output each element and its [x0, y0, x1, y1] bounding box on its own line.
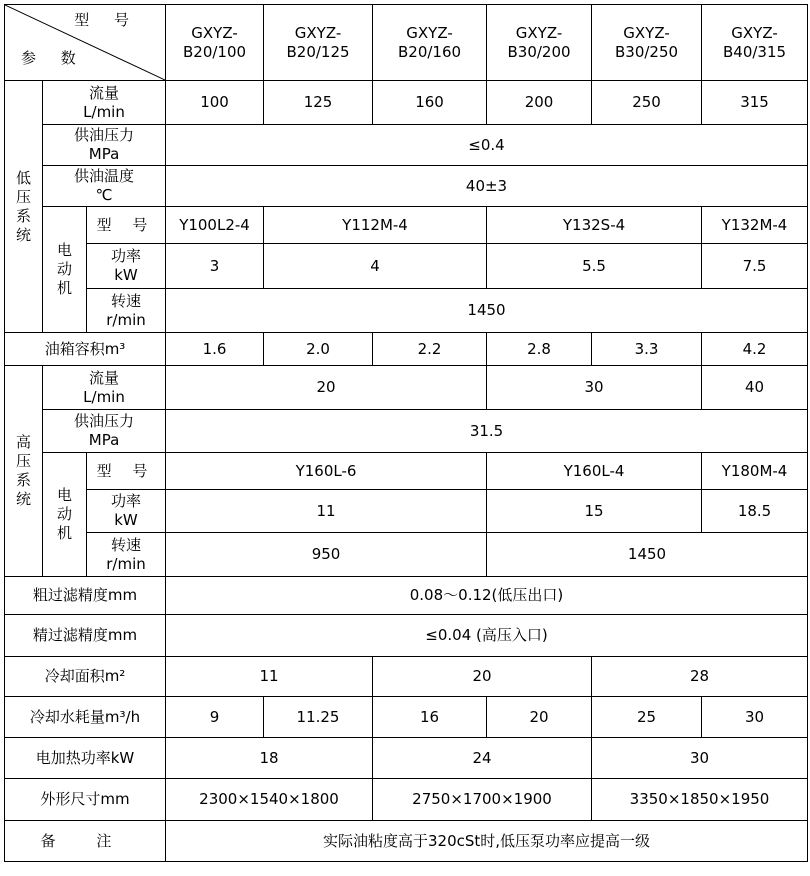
tank-value: 2.8 — [487, 333, 592, 366]
water-value: 30 — [702, 697, 808, 738]
low-temp-row — [5, 166, 808, 207]
corner-param-label: 参 数 — [21, 49, 86, 67]
corner-cell — [5, 5, 166, 81]
tank-row — [5, 333, 808, 366]
low-motor-label: 电 动 机 — [43, 207, 87, 333]
low-flow-value: 250 — [592, 81, 702, 125]
high-pressure-value: 31.5 — [166, 410, 808, 453]
high-pressure-row — [5, 410, 808, 453]
high-motor-model: Y160L-4 — [487, 453, 702, 490]
fine-filter-value: ≤0.04 (高压入口) — [166, 615, 808, 657]
high-speed-label: 转速 r/min — [87, 533, 166, 577]
high-motor-model-label: 型 号 — [87, 453, 166, 490]
tank-value: 2.0 — [264, 333, 373, 366]
high-system-label: 高 压 系 统 — [5, 366, 43, 577]
low-power-label: 功率 kW — [87, 244, 166, 289]
low-power-row — [5, 244, 808, 289]
high-motor-model: Y180M-4 — [702, 453, 808, 490]
low-motor-model: Y100L2-4 — [166, 207, 264, 244]
model-header: GXYZ- B30/200 — [487, 5, 592, 81]
water-value: 25 — [592, 697, 702, 738]
dims-value: 2300×1540×1800 — [166, 779, 373, 821]
model-header: GXYZ- B20/100 — [166, 5, 264, 81]
high-speed-row — [5, 533, 808, 577]
low-temp-value: 40±3 — [166, 166, 808, 207]
high-power-label: 功率 kW — [87, 490, 166, 533]
low-motor-model: Y132M-4 — [702, 207, 808, 244]
tank-value: 2.2 — [373, 333, 487, 366]
header-row — [5, 5, 808, 81]
low-flow-value: 125 — [264, 81, 373, 125]
model-header: GXYZ- B20/160 — [373, 5, 487, 81]
low-flow-value: 315 — [702, 81, 808, 125]
high-flow-label: 流量 L/min — [43, 366, 166, 410]
low-power-value: 4 — [264, 244, 487, 289]
low-speed-row — [5, 289, 808, 333]
water-value: 11.25 — [264, 697, 373, 738]
heater-row — [5, 738, 808, 779]
low-flow-value: 200 — [487, 81, 592, 125]
corner-model-label: 型 号 — [74, 11, 140, 29]
dims-value: 3350×1850×1950 — [592, 779, 808, 821]
coarse-filter-label: 粗过滤精度mm — [5, 577, 166, 615]
low-flow-row — [5, 81, 808, 125]
fine-filter-label: 精过滤精度mm — [5, 615, 166, 657]
low-motor-model-label: 型 号 — [87, 207, 166, 244]
high-power-value: 15 — [487, 490, 702, 533]
high-pressure-label: 供油压力 MPa — [43, 410, 166, 453]
low-power-value: 7.5 — [702, 244, 808, 289]
cool-area-row — [5, 657, 808, 697]
remark-value: 实际油粘度高于320cSt时,低压泵功率应提高一级 — [166, 821, 808, 862]
heater-value: 30 — [592, 738, 808, 779]
low-system-label: 低 压 系 统 — [5, 81, 43, 333]
low-flow-label: 流量 L/min — [43, 81, 166, 125]
cool-area-label: 冷却面积m² — [5, 657, 166, 697]
water-value: 20 — [487, 697, 592, 738]
high-flow-value: 20 — [166, 366, 487, 410]
low-pressure-label: 供油压力 MPa — [43, 125, 166, 166]
high-power-value: 11 — [166, 490, 487, 533]
high-motor-model-row — [5, 453, 808, 490]
high-motor-label: 电 动 机 — [43, 453, 87, 577]
low-flow-value: 100 — [166, 81, 264, 125]
low-speed-value: 1450 — [166, 289, 808, 333]
water-row — [5, 697, 808, 738]
tank-label: 油箱容积m³ — [5, 333, 166, 366]
high-power-row — [5, 490, 808, 533]
heater-value: 18 — [166, 738, 373, 779]
low-power-value: 3 — [166, 244, 264, 289]
cool-area-value: 28 — [592, 657, 808, 697]
water-value: 9 — [166, 697, 264, 738]
high-speed-value: 950 — [166, 533, 487, 577]
remark-row — [5, 821, 808, 862]
water-value: 16 — [373, 697, 487, 738]
heater-value: 24 — [373, 738, 592, 779]
model-header: GXYZ- B20/125 — [264, 5, 373, 81]
low-motor-model-row — [5, 207, 808, 244]
low-pressure-value: ≤0.4 — [166, 125, 808, 166]
low-power-value: 5.5 — [487, 244, 702, 289]
low-pressure-row — [5, 125, 808, 166]
fine-filter-row — [5, 615, 808, 657]
low-flow-value: 160 — [373, 81, 487, 125]
cool-area-value: 11 — [166, 657, 373, 697]
tank-value: 3.3 — [592, 333, 702, 366]
cool-area-value: 20 — [373, 657, 592, 697]
model-header: GXYZ- B30/250 — [592, 5, 702, 81]
tank-value: 4.2 — [702, 333, 808, 366]
dims-value: 2750×1700×1900 — [373, 779, 592, 821]
high-flow-value: 30 — [487, 366, 702, 410]
high-speed-value: 1450 — [487, 533, 808, 577]
coarse-filter-value: 0.08～0.12(低压出口) — [166, 577, 808, 615]
dims-label: 外形尺寸mm — [5, 779, 166, 821]
high-power-value: 18.5 — [702, 490, 808, 533]
remark-label: 备 注 — [5, 821, 166, 862]
heater-label: 电加热功率kW — [5, 738, 166, 779]
low-motor-model: Y112M-4 — [264, 207, 487, 244]
low-temp-label: 供油温度 ℃ — [43, 166, 166, 207]
coarse-filter-row — [5, 577, 808, 615]
dims-row — [5, 779, 808, 821]
water-label: 冷却水耗量m³/h — [5, 697, 166, 738]
low-speed-label: 转速 r/min — [87, 289, 166, 333]
high-motor-model: Y160L-6 — [166, 453, 487, 490]
low-motor-model: Y132S-4 — [487, 207, 702, 244]
tank-value: 1.6 — [166, 333, 264, 366]
high-flow-value: 40 — [702, 366, 808, 410]
spec-table — [4, 4, 808, 862]
high-flow-row — [5, 366, 808, 410]
model-header: GXYZ- B40/315 — [702, 5, 808, 81]
